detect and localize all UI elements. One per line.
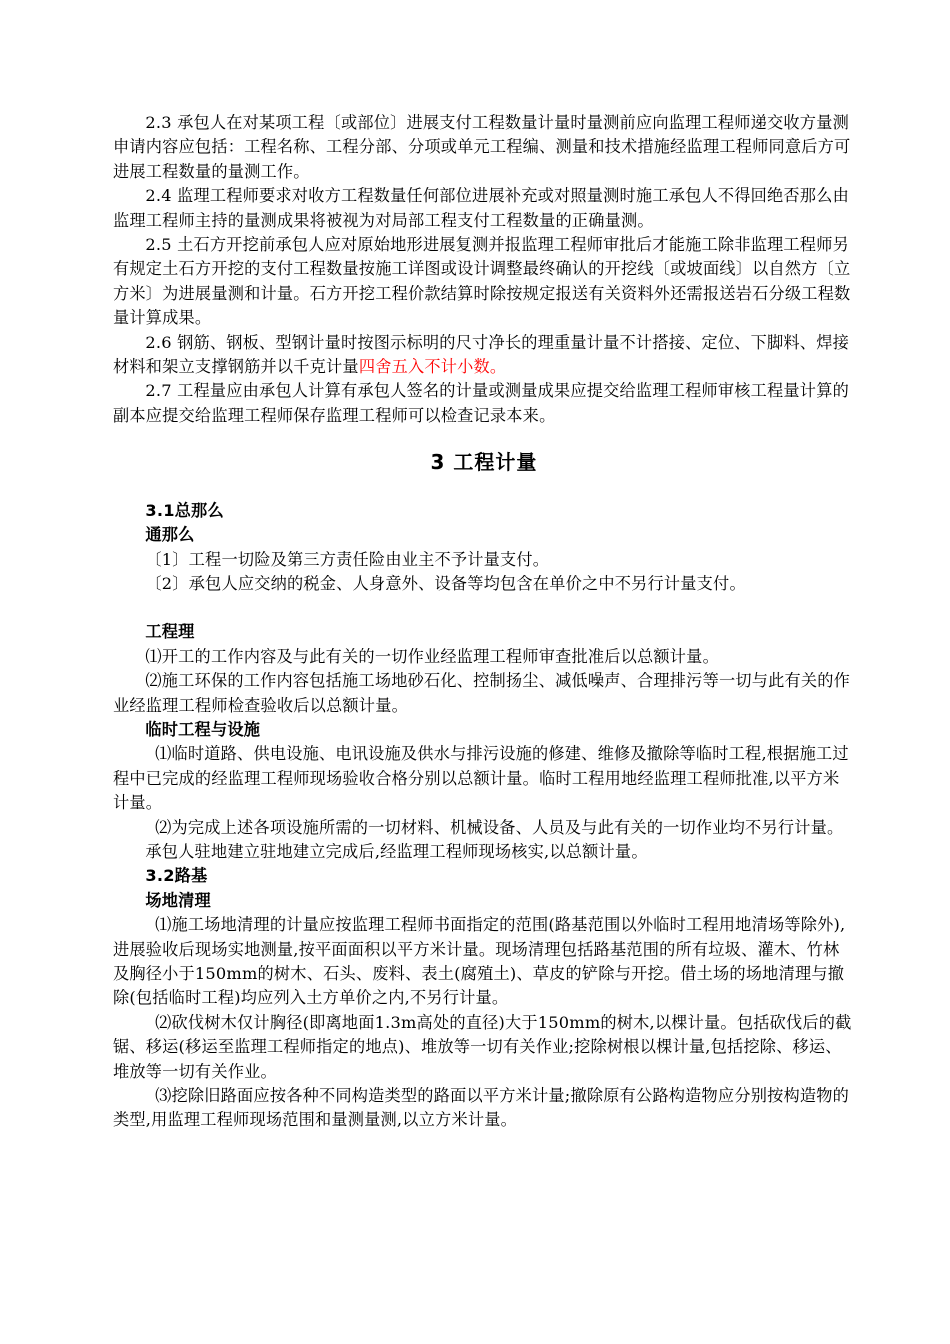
temporary-works-item: ⑵为完成上述各项设施所需的一切材料、机械设备、人员及与此有关的一切作业均不另行计量。 — [155, 817, 844, 837]
engineering-item: ⑵施工环保的工作内容包括施工场地砂石化、控制扬尘、减低噪声、合理排污等一切与此有关的作业经监理工程师检查验收后以总额计量。 — [113, 671, 851, 715]
paragraph-2-5: 2.5 土石方开挖前承包人应对原始地形进展复测并报监理工程师审批后才能施工除非监理工程师另有规定土石方开挖的支付工程数量按施工详图或设计调整最终确认的开挖线〔或坡面线〕以自然方〔立方米〕为进展量测和计量。石方开挖工程价款结算时除按规定报送有关资料外还需报送岩石分级工程数量计算成果。 — [113, 235, 851, 328]
temporary-works-item: ⑴临时道路、供电设施、电讯设施及供水与排污设施的修建、维修及撤除等临时工程,根据施工过程中已完成的经监理工程师现场验收合格分别以总额计量。临时工程用地经监理工程师批准,以平方米计量。 — [113, 744, 849, 813]
site-clearing-item: ⑶挖除旧路面应按各种不同构造类型的路面以平方米计量;撤除原有公路构造物应分别按构造物的类型,用监理工程师现场范围和量测量测,以立方米计量。 — [113, 1086, 850, 1130]
temporary-works-note: 承包人驻地建立驻地建立完成后,经监理工程师现场核实,以总额计量。 — [145, 841, 648, 861]
paragraph-2-4: 2.4 监理工程师要求对收方工程数量任何部位进展补充或对照量测时施工承包人不得回绝否那么由监理工程师主持的量测成果将被视为对局部工程支付工程数量的正确量测。 — [113, 186, 849, 230]
paragraph-2-3: 2.3 承包人在对某项工程〔或部位〕进展支付工程数量计量时量测前应向监理工程师递交收方量测申请内容应包括：工程名称、工程分部、分项或单元工程编、测量和技术措施经监理工程师同意后方可进展工程数量的量测工作。 — [113, 113, 851, 181]
paragraph-2-7: 2.7 工程量应由承包人计算有承包人签名的计量或测量成果应提交给监理工程师审核工程量计算的副本应提交给监理工程师保存监理工程师可以检查记录本来。 — [113, 381, 849, 425]
engineering-heading: 工程理 — [145, 622, 195, 642]
section-3-heading: 3 工程计量 — [430, 450, 538, 475]
highlighted-text: 四舍五入不计小数。 — [358, 357, 507, 377]
section-3-1-heading: 3.1总那么 — [145, 500, 224, 520]
engineering-item: ⑴开工的工作内容及与此有关的一切作业经监理工程师审查批准后以总额计量。 — [145, 646, 719, 666]
site-clearing-item: ⑵砍伐树木仅计胸径(即离地面1.3m高处的直径)大于150mm的树木,以棵计量。包括砍伐后的截锯、移运(移运至监理工程师指定的地点)、堆放等一切有关作业;挖除树根以棵计量,包括挖除、移运、堆放等一切有关作业。 — [113, 1012, 852, 1081]
paragraph-2-6-text: 2.6 钢筋、钢板、型钢计量时按图示标明的尺寸净长的理重量计量不计搭接、定位、下脚料、焊接材料和架立支撑钢筋并以千克计量 — [113, 332, 849, 377]
site-clearing-item: ⑴施工场地清理的计量应按监理工程师书面指定的范围(路基范围以外临时工程用地清场等除外),进展验收后现场实地测量,按平面面积以平方米计量。现场清理包括路基范围的所有垃圾、灌木、竹林及胸径小于150mm的树木、石头、废料、表土(腐殖土)、草皮的铲除与开挖。借土场的场地清理与撤除(包括临时工程)均应列入土方单价之内,不另行计量。 — [113, 915, 846, 1008]
section-3-2-heading: 3.2路基 — [145, 866, 208, 886]
document-page — [113, 111, 855, 1133]
general-item: 〔1〕工程一切险及第三方责任险由业主不予计量支付。 — [145, 549, 550, 569]
site-clearing-heading: 场地清理 — [145, 890, 211, 910]
general-heading: 通那么 — [145, 525, 195, 545]
paragraph-2-6 — [113, 331, 855, 380]
general-item: 〔2〕承包人应交纳的税金、人身意外、设备等均包含在单价之中不另行计量支付。 — [145, 573, 746, 593]
temporary-works-heading: 临时工程与设施 — [145, 719, 261, 739]
